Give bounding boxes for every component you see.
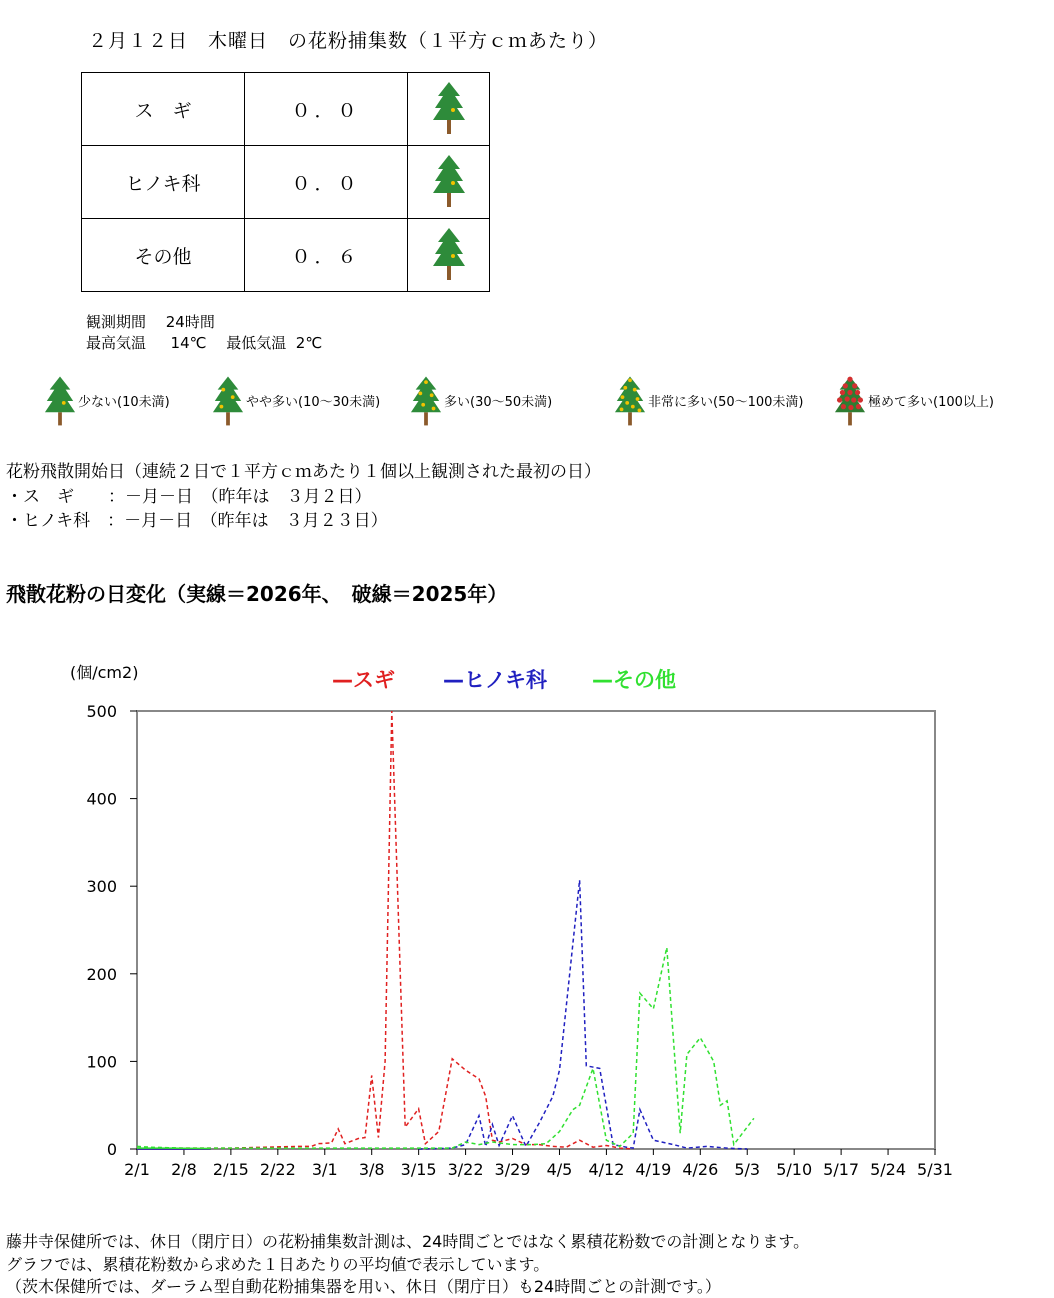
x-tick-label: 3/29 [494,1160,531,1179]
legend-label: 多い(30～50未満) [444,394,553,410]
legend-label: 極めて多い(100以上) [868,394,994,410]
pollen-line-chart [0,650,1054,1190]
legend-level-few [44,372,170,428]
x-tick-label: 2/22 [259,1160,296,1179]
legend-level-many [410,372,552,428]
y-tick-label: 500 [86,702,117,721]
table-row [82,219,490,292]
y-tick-label: 200 [86,964,117,984]
tree-few-icon [408,219,490,292]
y-tick-label: 100 [86,1052,117,1072]
chart-heading: 飛散花粉の日変化（実線＝2026年、 破線＝2025年） [6,582,508,606]
legend-label: やや多い(10～30未満) [246,394,381,410]
legend-entry: —その他 [592,668,676,692]
legend-entry: —スギ [332,668,395,692]
pollen-value-hinoki: ０．０ [245,146,408,219]
start-info-hinoki: ・ヒノキ科 ：－月－日 （昨年は ３月２３日） [6,511,388,531]
legend-label: 少ない(10未満) [78,394,170,410]
tree-somewhat-icon [212,372,244,428]
x-tick-label: 3/22 [447,1160,484,1179]
x-tick-label: 5/17 [823,1160,860,1179]
pollen-count-table [81,72,490,292]
tree-few-icon [408,146,490,219]
observation-temps: 最高気温 14℃ 最低気温 2℃ [86,334,323,352]
pollen-name-other: その他 [82,219,245,292]
tree-few-icon [408,73,490,146]
x-tick-label: 5/24 [870,1160,907,1179]
legend-level-somewhat [212,372,380,428]
x-tick-label: 5/10 [776,1160,813,1179]
tree-very-many-icon [614,372,646,428]
y-tick-label: 300 [86,877,117,897]
x-tick-label: 5/31 [917,1160,953,1179]
x-tick-label: 3/15 [400,1160,437,1179]
page-title: ２月１２日 木曜日 の花粉捕集数（１平方ｃｍあたり） [88,30,609,52]
pollen-name-hinoki: ヒノキ科 [82,146,245,219]
footer-note-1: 藤井寺保健所では、休日（閉庁日）の花粉捕集数計測は、24時間ごとではなく累積花粉数での計測となります。 [6,1232,810,1251]
x-tick-label: 4/5 [546,1160,573,1179]
pollen-value-sugi: ０．０ [245,73,408,146]
footer-note-3: （茨木保健所では、ダーラム型自動花粉捕集器を用い、休日（閉庁日）も24時間ごとの計測です。） [6,1277,721,1296]
x-tick-label: 3/8 [358,1160,385,1179]
plot-frame [137,711,935,1149]
observation-period: 観測期間 24時間 [86,313,215,331]
y-tick-label: 0 [106,1140,117,1159]
x-tick-label: 2/1 [124,1160,150,1179]
y-axis-label: (個/cm2) [70,663,139,682]
tree-extreme-icon [834,372,866,428]
legend-label: 非常に多い(50～100未満) [648,394,804,410]
footer-note-2: グラフでは、累積花粉数から求めた１日あたりの平均値で表示しています。 [6,1255,550,1274]
legend-level-extreme [834,372,994,428]
x-tick-label: 3/1 [311,1160,338,1179]
table-row [82,73,490,146]
legend-level-very-many [614,372,804,428]
x-tick-label: 4/12 [588,1160,625,1179]
x-tick-label: 2/15 [212,1160,249,1179]
tree-few-icon [44,372,76,428]
start-info-sugi: ・ス ギ ：－月－日 （昨年は ３月２日） [6,487,372,507]
x-tick-label: 2/8 [171,1160,197,1179]
pollen-value-other: ０．６ [245,219,408,292]
y-tick-label: 400 [86,789,117,809]
tree-many-icon [410,372,442,428]
legend-entry: —ヒノキ科 [443,668,547,692]
start-info-heading: 花粉飛散開始日（連続２日で１平方ｃｍあたり１個以上観測された最初の日） [6,462,601,482]
pollen-name-sugi: ス ギ [82,73,245,146]
table-row [82,146,490,219]
x-tick-label: 5/3 [734,1160,761,1179]
x-tick-label: 4/19 [635,1160,672,1179]
x-tick-label: 4/26 [682,1160,719,1179]
